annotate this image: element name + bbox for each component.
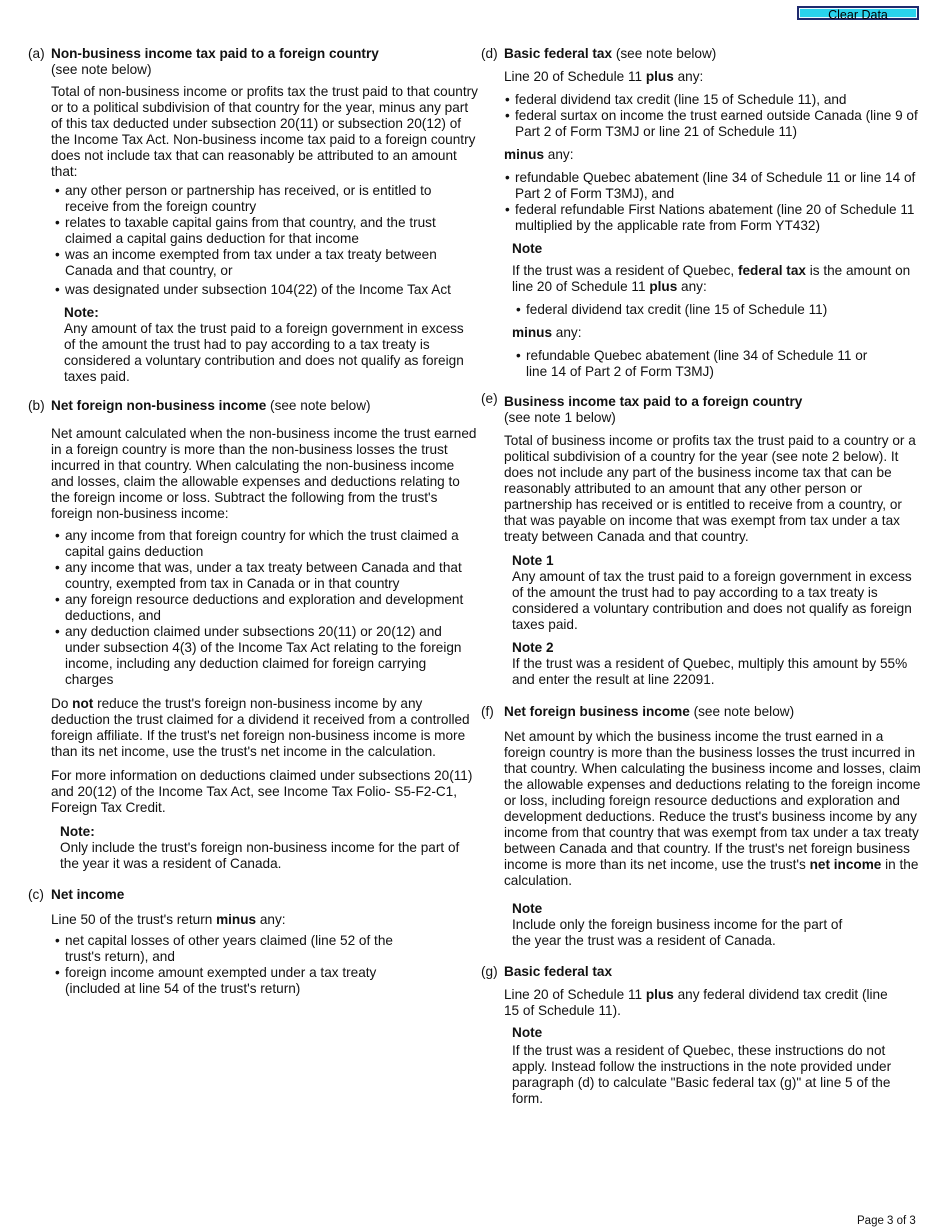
list-item: • federal refundable First Nations abatement (line 20 of Schedule 11 multiplied by the applicable rate from Form YT432): [505, 202, 926, 234]
list-item: • federal surtax on income the trust earned outside Canada (line 9 of Part 2 of Form T3MJ or line 21 of Schedule 11): [505, 108, 926, 140]
section-g-line: Line 20 of Schedule 11 plus any federal dividend tax credit (line 15 of Schedule 11).: [504, 987, 888, 1018]
section-e-letter: (e): [481, 391, 498, 406]
section-b: [28, 398, 478, 872]
section-e-note1: Any amount of tax the trust paid to a foreign government in excess of the amount the trust had to pay according to a tax treaty is considered a voluntary contribution and does not qualify as foreign taxes paid.: [512, 569, 912, 632]
section-e-title: Business income tax paid to a foreign country: [504, 394, 803, 409]
section-c-letter: (c): [28, 887, 44, 902]
list-item: • any deduction claimed under subsections 20(11) or 20(12) and under subsection 4(3) of the Income Tax Act relating to the foreign income, including any deduction claimed for foreign carrying charges: [55, 624, 478, 688]
section-a-title: Non-business income tax paid to a foreign country: [51, 46, 379, 61]
list-item: • was designated under subsection 104(22) of the Income Tax Act: [55, 282, 478, 298]
section-d-note-minus-list: [516, 348, 886, 380]
section-d-minus-list: [505, 170, 926, 234]
section-e-subtitle: (see note 1 below): [504, 410, 616, 425]
section-c: [28, 887, 478, 997]
section-a-note: Any amount of tax the trust paid to a foreign government in excess of the amount the trust had to pay according to a tax treaty is considered a voluntary contribution and does not qualify as foreign taxes paid.: [64, 321, 464, 384]
section-f: (f) Net foreign business income (see note below) Net amount by which the business income the trust earned in a foreign country is more than the business losses the trust incurred in that country. When calculating the business income and losses, claim the allowable expenses and deductions relating to the foreign income or loss, including foreign resource deductions and exploration and development deductions. Reduce the trust's business income by any income from that country that was exempt from tax under a tax treaty between Canada and that country. If the trust's net foreign business income is more than its net income, use the trust's net income in the calculation. Note Include only the foreign business income for the part of the year the trust was a resident of Canada.: [481, 704, 926, 949]
section-b-title-suffix: (see note below): [266, 398, 371, 413]
section-e-body: Total of business income or profits tax the trust paid to a country or a political subdivision of a country for the year (see note 2 below). It does not include any part of the business income tax that can be reasonably attributed to an amount that any other person or partnership has received or is entitled to receive from a country, or that was payable on income that was exempt from tax under a tax treaty between Canada and that country.: [504, 433, 916, 544]
left-column: [28, 46, 478, 997]
list-item: • any income that was, under a tax treaty between Canada and that country, exempted from tax in Canada or in that country: [55, 560, 478, 592]
section-d-note-list: [516, 302, 926, 318]
section-c-list: [55, 933, 395, 997]
section-b-title: Net foreign non-business income: [51, 398, 267, 413]
list-item: • was an income exempted from tax under a tax treaty between Canada and that country, or: [55, 247, 478, 279]
section-f-letter: (f): [481, 704, 494, 719]
list-item: • federal dividend tax credit (line 15 of Schedule 11), and: [505, 92, 926, 108]
section-f-title: Net foreign business income: [504, 704, 690, 719]
section-a-note-label: Note:: [64, 305, 99, 320]
list-item: • any income from that foreign country for which the trust claimed a capital gains deduction: [55, 528, 478, 560]
list-item: • refundable Quebec abatement (line 34 of Schedule 11 or line 14 of Part 2 of Form T3MJ): [516, 348, 886, 380]
list-item: • refundable Quebec abatement (line 34 of Schedule 11 or line 14 of Part 2 of Form T3MJ), and: [505, 170, 926, 202]
section-d-title: Basic federal tax: [504, 46, 613, 61]
list-item: • any other person or partnership has received, or is entitled to receive from the foreign country: [55, 183, 478, 215]
list-item: • foreign income amount exempted under a tax treaty (included at line 54 of the trust's return): [55, 965, 395, 997]
clear-data-button[interactable]: Clear Data: [797, 6, 919, 20]
list-item: • any foreign resource deductions and exploration and development deductions, and: [55, 592, 478, 624]
section-e-note2-label: Note 2: [512, 640, 554, 655]
section-a-letter: (a): [28, 46, 45, 61]
section-d: (d) Basic federal tax (see note below) Line 20 of Schedule 11 plus any: • federal dividend tax credit (line 15 of Schedule 11), and • federal surtax on income the trust earned outside Canada (line 9 of Part 2 of Form T3MJ or line 21 of Schedule 11) minus any: • refundable Quebec abatement (line 34 of Schedule 11 or line 14 of Part 2 of Form T3MJ), and • federal refundable First Nations abatement (line 20 of Schedule 11 multiplied by the applicable rate from Form YT432) Note If the trust was a resident of Quebec, federal tax is the amount on line 20 of Schedule 11 plus any: • federal dividend tax credit (line 15 of Schedule 11) minus any: • refundable Quebec abatement (line 34 of Schedule 11 or line 14 of Part 2 of Form T3MJ): [481, 46, 926, 380]
section-c-line: Line 50 of the trust's return minus any:: [51, 912, 286, 927]
section-g-title: Basic federal tax: [504, 964, 613, 979]
section-b-note: Only include the trust's foreign non-business income for the part of the year it was a resident of Canada.: [60, 840, 460, 871]
list-item: • federal dividend tax credit (line 15 of Schedule 11): [516, 302, 926, 318]
section-d-note-minus: minus any:: [512, 325, 582, 340]
section-b-body: Net amount calculated when the non-business income the trust earned in a foreign country is more than the non-business losses the trust incurred in that country. When calculating the non-business income and losses, claim the allowable expenses and deductions relating to the foreign income or loss. Subtract the following from the trust's foreign non-business income:: [51, 426, 477, 521]
section-d-line: Line 20 of Schedule 11 plus any:: [504, 69, 704, 84]
section-e-note2: If the trust was a resident of Quebec, multiply this amount by 55% and enter the result at line 22091.: [512, 656, 908, 687]
section-a-subtitle: (see note below): [51, 62, 152, 77]
section-d-note-label: Note: [512, 241, 543, 256]
section-g: [481, 964, 926, 1107]
section-e: [481, 391, 926, 688]
section-d-note: If the trust was a resident of Quebec, federal tax is the amount on line 20 of Schedule 11 plus any:: [512, 263, 911, 294]
list-item: • net capital losses of other years claimed (line 52 of the trust's return), and: [55, 933, 395, 965]
section-g-letter: (g): [481, 964, 498, 979]
list-item: • relates to taxable capital gains from that country, and the trust claimed a capital gains deduction for that income: [55, 215, 478, 247]
section-a: [28, 46, 478, 385]
section-c-title: Net income: [51, 887, 125, 902]
section-f-body: Net amount by which the business income the trust earned in a foreign country is more than the business losses the trust incurred in that country. When calculating the business income and losses, claim the allowable expenses and deductions relating to the foreign income or loss, including foreign resource deductions and exploration and development deductions. Reduce the trust's business income by any income from that country that was exempt from tax under a tax treaty between Canada and that country. If the trust's net foreign business income is more than its net income, use the trust's net income in the calculation.: [504, 729, 921, 888]
right-column: [481, 46, 926, 1107]
section-g-note: If the trust was a resident of Quebec, these instructions do not apply. Instead follow the instructions in the note provided under paragraph (d) to calculate "Basic federal tax (g)" at line 5 of the form.: [512, 1043, 892, 1106]
section-b-letter: (b): [28, 398, 45, 413]
page-number: Page 3 of 3: [857, 1215, 916, 1227]
section-f-note-label: Note: [512, 901, 543, 916]
section-a-list: [55, 183, 478, 298]
section-g-note-label: Note: [512, 1025, 543, 1040]
section-b-para2: Do not reduce the trust's foreign non-business income by any deduction the trust claimed for a dividend it received from a controlled foreign affiliate. If the trust's net foreign non-business income is more than its net income, use the trust's net income in the calculation.: [51, 696, 470, 759]
section-d-letter: (d): [481, 46, 498, 61]
section-d-plus-list: [505, 92, 926, 140]
section-b-note-label: Note:: [60, 824, 95, 839]
section-b-list: [55, 528, 478, 688]
section-a-body: Total of non-business income or profits tax the trust paid to that country or to a political subdivision of that country for the year, minus any part of this tax deducted under subsection 20(11) or subsection 20(12) of the Income Tax Act. Non-business income tax paid to a foreign country does not include tax that can reasonably be attributed to an amount that:: [51, 84, 478, 179]
section-e-note1-label: Note 1: [512, 553, 554, 568]
section-b-para3: For more information on deductions claimed under subsections 20(11) and 20(12) of the Income Tax Act, see Income Tax Folio- S5-F2-C1, Foreign Tax Credit.: [51, 768, 473, 815]
section-d-minus: minus any:: [504, 147, 574, 162]
section-f-note: Include only the foreign business income for the part of the year the trust was a resident of Canada.: [512, 917, 843, 948]
